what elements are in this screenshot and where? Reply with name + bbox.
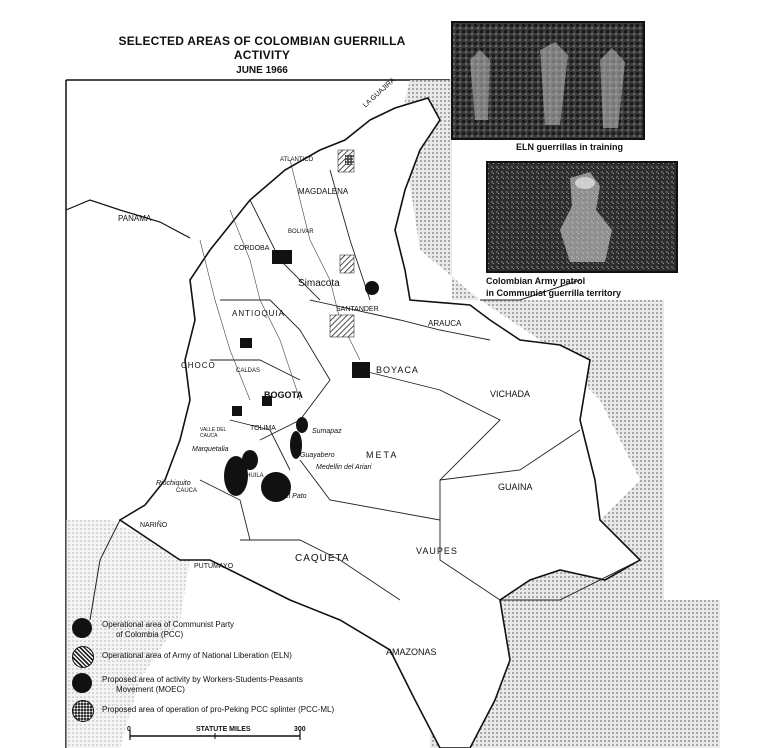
scale-title-label: STATUTE MILES — [196, 726, 251, 733]
legend-symbol-hatched — [72, 646, 94, 668]
label-la-guajira: LA GUAJIRA — [362, 76, 397, 110]
label-medellin-del-ariari: Medellin del Ariari — [316, 464, 372, 471]
label-santander: SANTANDER — [336, 306, 379, 313]
legend-text-pcc-line1: Operational area of Communist Party — [102, 620, 235, 629]
photo-caption-eln: ELN guerrillas in training — [516, 142, 624, 152]
legend-text-pcc-ml-line1: Proposed area of operation of pro-Peking PCC splinter (PCC-ML) — [102, 705, 335, 714]
label-amazonas: AMAZONAS — [386, 647, 437, 657]
legend-text-eln-line1: Operational area of Army of National Liberation (ELN) — [102, 651, 292, 660]
map-title: SELECTED AREAS OF COLOMBIAN GUERRILLA ACTIVITY — [118, 34, 406, 62]
label-sumapaz: Sumapaz — [312, 428, 342, 435]
photo-caption-army-line1: Colombian Army patrol — [486, 276, 586, 286]
label-vaupes: VAUPES — [416, 546, 458, 556]
label-putumayo: PUTUMAYO — [194, 563, 234, 570]
label-el-pato: El Pato — [284, 493, 307, 500]
photo-caption-army-line2: in Communist guerrilla territory — [486, 288, 622, 298]
legend-text-moec-line1: Proposed area of activity by Workers-Students-Peasants — [102, 675, 303, 684]
label-choco: CHOCO — [181, 361, 216, 370]
label-vichada: VICHADA — [490, 389, 531, 399]
label-atlantico: ATLANTICO — [280, 157, 314, 163]
label-arauca: ARAUCA — [428, 319, 462, 328]
legend-text-moec — [102, 675, 402, 695]
label-guayabero: Guayabero — [300, 452, 335, 459]
label-panama: PANAMA — [118, 214, 152, 223]
label-tolima: TOLIMA — [250, 425, 276, 432]
scale-start-label: 0 — [127, 726, 131, 733]
legend-text-eln — [102, 651, 402, 661]
legend-symbol-solid — [72, 618, 92, 638]
label-bogota: BOGOTA — [264, 390, 303, 400]
label-bolivar: BOLIVAR — [288, 229, 314, 235]
map-date: JUNE 1966 — [236, 65, 288, 76]
label-meta: META — [366, 450, 399, 460]
photo-army-patrol — [487, 162, 677, 272]
label-magdalena: MAGDALENA — [298, 187, 349, 196]
label-antioquia: ANTIOQUIA — [232, 309, 286, 318]
label-simacota: Simacota — [298, 278, 340, 289]
label-cauca: CAUCA — [176, 488, 198, 494]
label-caldas: CALDAS — [236, 368, 261, 374]
label-riochiquito: Riochiquito — [156, 480, 191, 487]
label-guaina: GUAINA — [498, 482, 533, 492]
label-cordoba: CORDOBA — [234, 245, 270, 252]
label-huila: HUILA — [246, 473, 264, 479]
legend-text-pcc-ml — [102, 705, 402, 715]
label-caqueta: CAQUETA — [295, 553, 350, 564]
legend-text-pcc — [102, 620, 402, 640]
legend-text-pcc-line2: of Colombia (PCC) — [116, 630, 184, 639]
label-valle: VALLE DEL CAUCA — [200, 427, 227, 439]
scale-end-label: 300 — [294, 726, 306, 733]
legend-text-moec-line2: Movement (MOEC) — [116, 685, 185, 694]
legend-symbol-solid-square — [72, 673, 92, 693]
legend-symbol-dotted — [72, 700, 94, 722]
label-narino: NARIÑO — [140, 522, 168, 529]
photo-eln-training — [452, 22, 644, 139]
label-marquetalia: Marquetalia — [192, 446, 229, 453]
label-boyaca: BOYACA — [376, 365, 419, 375]
